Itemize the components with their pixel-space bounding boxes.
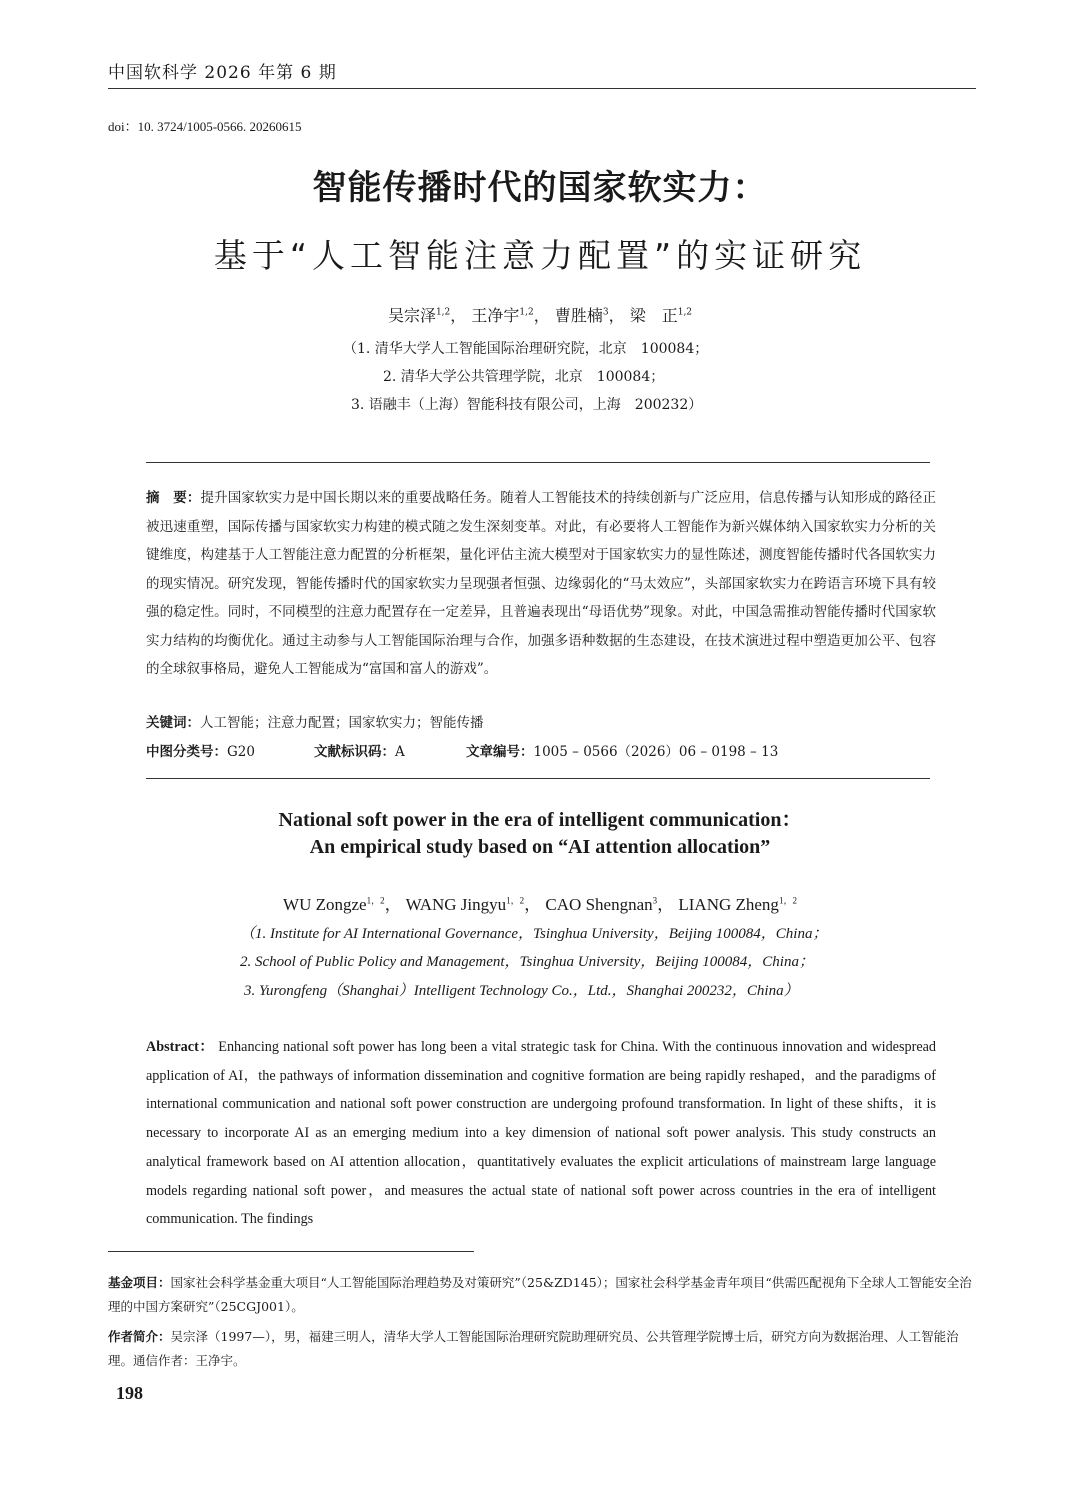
abstract-en: [146, 1033, 936, 1234]
author-en-sup: 1，2: [506, 895, 525, 906]
author-sep: ，: [608, 306, 625, 325]
author-cn: 曹胜楠: [554, 306, 603, 325]
footnote-author-bio: [108, 1325, 978, 1373]
affiliation-en: （1. Institute for AI International Governance，Tsinghua University，Beijing 100084，China；: [240, 926, 828, 942]
classification-label: 文献标识码：: [314, 744, 395, 760]
author-en-sup: 1，2: [778, 895, 797, 906]
title-cn: 智能传播时代的国家软实力：: [312, 168, 768, 208]
author-en: LIANG Zheng: [678, 895, 779, 914]
footnote-label: 作者简介：: [108, 1329, 171, 1344]
running-head: 中国软科学 2026 年第 6 期: [108, 63, 337, 83]
author-cn: 梁 正: [629, 306, 678, 325]
classification-label: 文章编号：: [466, 744, 534, 760]
author-sep: ，: [450, 306, 467, 325]
classification-label: 中图分类号：: [146, 744, 227, 760]
abstract-cn-label: 摘 要：: [146, 490, 201, 506]
author-en: CAO Shengnan: [545, 895, 653, 914]
doi: doi：10. 3724/1005-0566. 20260615: [108, 119, 302, 134]
affiliation-en: 2. School of Public Policy and Management，Tsinghua University，Beijing 100084，China；: [240, 954, 814, 970]
author-cn-sup: 1,2: [677, 307, 693, 318]
author-cn-sup: 3: [602, 307, 609, 318]
author-cn-sup: 1,2: [519, 307, 534, 318]
author-cn: 王净宇: [471, 306, 520, 325]
authors-cn: [0, 303, 1080, 326]
classification-value: 1005 – 0566（2026）06 – 0198 – 13: [533, 744, 779, 760]
abstract-en-label: Abstract：: [146, 1039, 215, 1055]
affiliation-cn: （1. 清华大学人工智能国际治理研究院，北京 100084；: [343, 341, 709, 357]
author-sep: ，: [533, 306, 550, 325]
footnote-funding: [108, 1271, 978, 1319]
affiliation-cn: 2. 清华大学公共管理学院，北京 100084；: [383, 369, 665, 385]
classification-clc: [146, 740, 255, 760]
classification-value: G20: [227, 744, 255, 760]
author-en: WU Zongze: [283, 895, 367, 914]
keywords-label: 关键词：: [146, 715, 200, 731]
footnote-text: 吴宗泽（1997—），男，福建三明人，清华大学人工智能国际治理研究院助理研究员、公共管理学院博士后，研究方向为数据治理、人工智能治理。通信作者：王净宇。: [108, 1329, 959, 1368]
author-sep: ，: [524, 895, 542, 914]
author-cn: 吴宗泽: [387, 306, 436, 325]
author-en-sup: 3: [652, 895, 658, 906]
author-sep: ，: [384, 895, 402, 914]
abstract-en-text: Enhancing national soft power has long been a vital strategic task for China. With the continuous innovation and widespread application of AI，the pathways of information dissemination and cognitive formation are being rapidly reshaped，and the paradigms of international communication and national soft power construction are undergoing profound transformation. In light of these shifts，it is necessary to incorporate AI as an emerging medium into a key dimension of national soft power analysis. This study constructs an analytical framework based on AI attention allocation，quantitatively evaluates the explicit articulations of mainstream large language models regarding national soft power，and measures the actual state of national soft power across countries in the era of intelligent communication. The findings: [146, 1039, 937, 1228]
title-en-line1: National soft power in the era of intelligent communication：: [278, 809, 802, 831]
author-cn-sup: 1,2: [435, 307, 451, 318]
author-en-sup: 1，2: [366, 895, 385, 906]
author-sep: ，: [657, 895, 675, 914]
classification-article-no: [466, 740, 778, 760]
keywords-text: 人工智能；注意力配置；国家软实力；智能传播: [200, 715, 484, 731]
title-en-line2: An empirical study based on “AI attention allocation”: [309, 836, 771, 858]
affiliation-cn: 3. 语融丰（上海）智能科技有限公司，上海 200232）: [351, 397, 703, 413]
keywords: [146, 711, 484, 731]
abstract-cn-text: 提升国家软实力是中国长期以来的重要战略任务。随着人工智能技术的持续创新与广泛应用，信息传播与认知形成的路径正被迅速重塑，国际传播与国家软实力构建的模式随之发生深刻变革。对此，有必要将人工智能作为新兴媒体纳入国家软实力分析的关键维度，构建基于人工智能注意力配置的分析框架，量化评估主流大模型对于国家软实力的显性陈述，测度智能传播时代各国软实力的现实情况。研究发现，智能传播时代的国家软实力呈现强者恒强、边缘弱化的“马太效应”，头部国家软实力在跨语言环境下具有较强的稳定性。同时，不同模型的注意力配置存在一定差异，且普遍表现出“母语优势”现象。对此，中国急需推动智能传播时代国家软实力结构的均衡优化。通过主动参与人工智能国际治理与合作，加强多语种数据的生态建设，在技术演进过程中塑造更加公平、包容的全球叙事格局，避免人工智能成为“富国和富人的游戏”。: [146, 490, 937, 677]
header-rule: [108, 88, 976, 89]
classification-doc-code: [314, 740, 405, 760]
page-number: 198: [116, 1383, 143, 1403]
footnote-text: 国家社会科学基金重大项目“人工智能国际治理趋势及对策研究”（25&ZD145）；国家社会科学基金青年项目“供需匹配视角下全球人工智能安全治理的中国方案研究”（25CGJ001）。: [108, 1275, 972, 1314]
author-en: WANG Jingyu: [405, 895, 507, 914]
subtitle-cn: 基于“人工智能注意力配置”的实证研究: [213, 236, 867, 275]
affiliation-en: 3. Yurongfeng（Shanghai）Intelligent Technology Co.，Ltd.，Shanghai 200232，China）: [244, 983, 799, 999]
rule-top: [146, 462, 930, 463]
classification-value: A: [395, 744, 405, 760]
abstract-cn: [146, 484, 936, 684]
footnote-rule: [108, 1251, 474, 1252]
footnote-label: 基金项目：: [108, 1275, 171, 1290]
authors-en: [0, 890, 1080, 915]
rule-bottom: [146, 778, 930, 779]
